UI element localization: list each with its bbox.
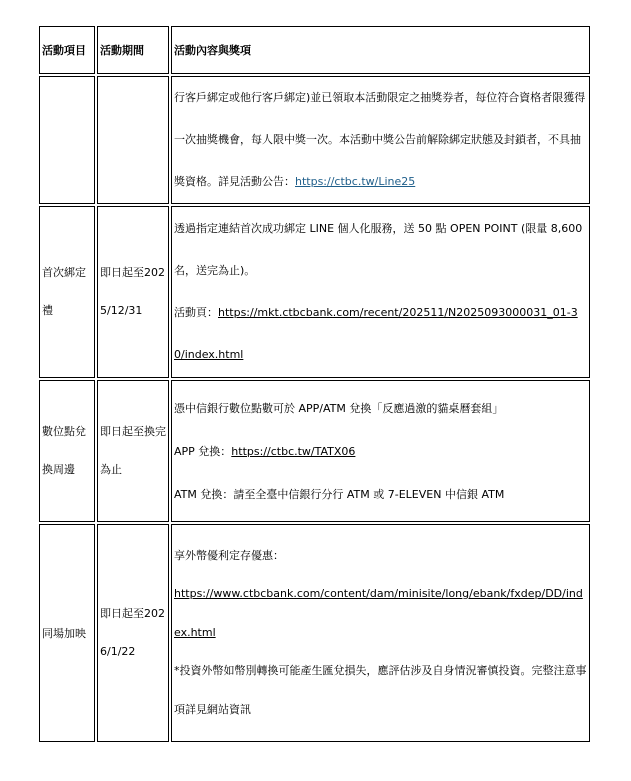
promotion-table [37,24,592,744]
row4-content-text [174,537,587,730]
row1-content [171,76,590,204]
row2-period: 即日起至2025/12/31 [97,206,169,378]
row4-note: *投資外幣如幣別轉換可能產生匯兌損失，應評估涉及自身情況審慎投資。完整注意事項詳見網站資訊 [174,664,587,716]
row3-app-line [174,430,587,473]
header-content: 活動內容與獎項 [171,26,590,74]
row4-item: 同場加映 [39,524,95,742]
row4-content [171,524,590,742]
header-item: 活動項目 [39,26,95,74]
row3-period: 即日起至換完為止 [97,380,169,522]
row2-content [171,206,590,378]
row2-text: 透過指定連結首次成功綁定 LINE 個人化服務，送 50 點 OPEN POINT (限量 8,600 名，送完為止)。 [174,222,583,277]
table-row [39,206,590,378]
row1-content-text [174,77,587,203]
row2-item: 首次綁定禮 [39,206,95,378]
row3-content [171,380,590,522]
row4-line1: 享外幣優利定存優惠： [174,548,284,562]
row3-item: 數位點兌換周邊 [39,380,95,522]
row2-link-line [174,292,587,376]
row2-link-label: 活動頁： [174,306,218,319]
table-row [39,76,590,204]
row1-period [97,76,169,204]
table-header-row [39,26,590,74]
row3-content-text [174,387,587,516]
row3-atm-line: ATM 兌換：請至全臺中信銀行分行 ATM 或 7-ELEVEN 中信銀 ATM [174,487,505,501]
row3-app-label: APP 兌換： [174,444,232,458]
row2-content-text [174,208,587,376]
row1-text: 行客戶綁定或他行客戶綁定)並已領取本活動限定之抽獎券者，每位符合資格者限獲得一次抽獎機會，每人限中獎一次。本活動中獎公告前解除綁定狀態及封鎖者，不具抽獎資格。詳見活動公告： [174,91,586,188]
line25-link[interactable]: https://ctbc.tw/Line25 [295,175,416,188]
fx-deposit-link[interactable]: https://www.ctbcbank.com/content/dam/minisite/long/ebank/fxdep/DD/index.html [174,587,583,639]
app-redeem-link[interactable]: https://ctbc.tw/TATX06 [231,444,356,458]
table-row [39,524,590,742]
row1-item [39,76,95,204]
row4-period: 即日起至2026/1/22 [97,524,169,742]
table-row [39,380,590,522]
row3-line1: 憑中信銀行數位點數可於 APP/ATM 兌換「反應過激的貓桌曆套組」 [174,401,504,415]
header-period: 活動期間 [97,26,169,74]
campaign-page-link[interactable]: https://mkt.ctbcbank.com/recent/202511/N2025093000031_01-30/index.html [174,306,578,361]
